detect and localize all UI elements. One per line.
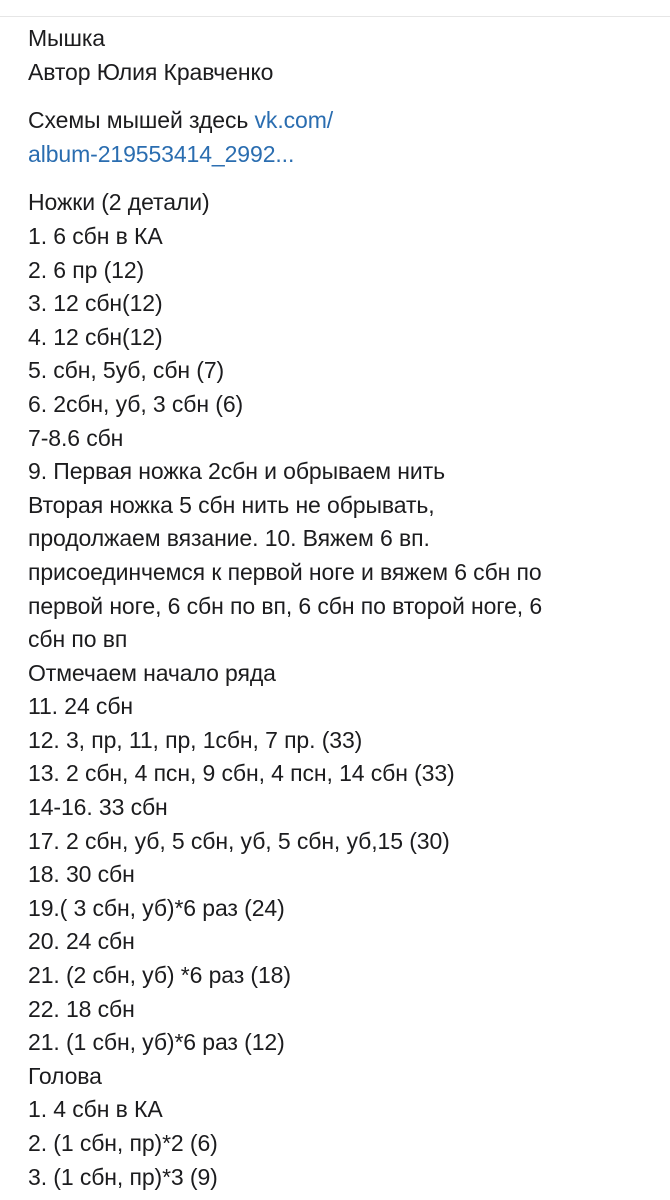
legs-row: 13. 2 сбн, 4 псн, 9 сбн, 4 псн, 14 сбн (33)	[28, 760, 455, 787]
legs-row: 20. 24 сбн	[28, 928, 135, 955]
legs-row: первой ноге, 6 сбн по вп, 6 сбн по второй ноге, 6	[28, 592, 543, 619]
legs-row: 3. 12 сбн(12)	[28, 290, 163, 317]
post-text	[28, 22, 658, 1194]
head-row: 3. (1 сбн, пр)*3 (9)	[28, 1163, 218, 1190]
legs-row: сбн по вп	[28, 626, 128, 653]
head-title: Голова	[28, 1062, 102, 1089]
legs-title: Ножки (2 детали)	[28, 189, 210, 216]
legs-row: 1. 6 сбн в КА	[28, 222, 163, 249]
legs-row: 6. 2сбн, уб, 3 сбн (6)	[28, 390, 244, 417]
legs-row: 18. 30 сбн	[28, 861, 135, 888]
legs-row: 21. (2 сбн, уб) *6 раз (18)	[28, 962, 291, 989]
legs-row: 14-16. 33 сбн	[28, 794, 168, 821]
legs-row: 22. 18 сбн	[28, 995, 135, 1022]
legs-row: продолжаем вязание. 10. Вяжем 6 вп.	[28, 525, 430, 552]
legs-row: 7-8.6 сбн	[28, 424, 124, 451]
paragraph-gap	[28, 89, 658, 104]
schemes-text: Схемы мышей здесь	[28, 107, 255, 134]
post-title: Мышка	[28, 25, 106, 51]
schemes-link-line	[28, 138, 658, 172]
legs-row: 9. Первая ножка 2сбн и обрываем нить	[28, 458, 445, 485]
legs-row: 11. 24 сбн	[28, 693, 134, 720]
legs-row: 5. сбн, 5уб, сбн (7)	[28, 357, 225, 384]
schemes-line	[28, 104, 658, 138]
head-row: 2. (1 сбн, пр)*2 (6)	[28, 1130, 218, 1156]
head-rows	[28, 1093, 658, 1194]
schemes-link-part2[interactable]: album-219553414_2992...	[28, 140, 295, 167]
legs-rows	[28, 220, 658, 1060]
legs-row: 4. 12 сбн(12)	[28, 323, 163, 350]
legs-row: 21. (1 сбн, уб)*6 раз (12)	[28, 1029, 285, 1056]
top-divider	[0, 16, 670, 17]
head-row: 1. 4 сбн в КА	[28, 1096, 163, 1123]
legs-row: 19.( 3 сбн, уб)*6 раз (24)	[28, 894, 285, 921]
paragraph-gap	[28, 171, 658, 186]
legs-row: 2. 6 пр (12)	[28, 256, 145, 283]
legs-row: 12. 3, пр, 11, пр, 1сбн, 7 пр. (33)	[28, 726, 363, 753]
legs-row: присоединчемся к первой ноге и вяжем 6 сбн по	[28, 558, 542, 585]
legs-row: Отмечаем начало ряда	[28, 659, 276, 686]
legs-row: 17. 2 сбн, уб, 5 сбн, уб, 5 сбн, уб,15 (30)	[28, 827, 450, 854]
schemes-link-part1[interactable]: vk.com/	[254, 107, 334, 134]
legs-row: Вторая ножка 5 сбн нить не обрывать,	[28, 491, 435, 518]
post-author: Автор Юлия Кравченко	[28, 58, 274, 85]
